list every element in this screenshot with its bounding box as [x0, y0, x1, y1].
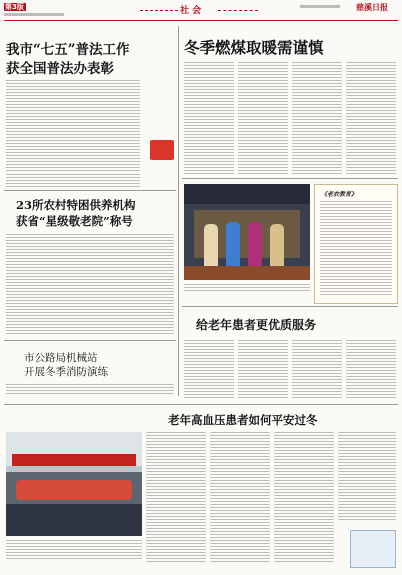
article-5-title: 给老年患者更优质服务 [196, 318, 317, 332]
header-contact [300, 5, 340, 8]
group-photo [6, 432, 142, 536]
article-5-col1 [184, 340, 234, 398]
article-5-col3 [292, 340, 342, 398]
header-dateline [4, 13, 64, 16]
article-3-title-line2: 获省“星级敬老院”称号 [16, 214, 133, 228]
header-dash-left [140, 10, 178, 11]
page-label: 第3版 [5, 3, 24, 11]
header-rule [4, 20, 398, 21]
section-title: 社 会 [180, 6, 202, 16]
divider-full [4, 404, 398, 405]
sidebar-box-body [320, 201, 392, 297]
article-2-col1 [184, 62, 234, 174]
article-5-col2 [238, 340, 288, 398]
article-6-col4 [338, 432, 396, 522]
article-3-title-line1: 23所农村特困供养机构 [16, 198, 136, 212]
group-photo-caption [6, 540, 142, 560]
article-6-col3 [274, 432, 334, 562]
article-6-col1 [146, 432, 206, 562]
article-6-title: 老年高血压患者如何平安过冬 [168, 413, 318, 427]
article-2-col4 [346, 62, 396, 174]
article-2-col3 [292, 62, 342, 174]
article-2-col2 [238, 62, 288, 174]
performer-2 [226, 222, 240, 266]
divider-right-2 [182, 306, 398, 307]
sidebar-box-title: 《老农教育》 [321, 191, 358, 198]
performer-1 [204, 224, 218, 266]
article-2-title: 冬季燃煤取暖需谨慎 [184, 38, 324, 57]
article-5-col4 [346, 340, 396, 398]
stage-photo-caption [184, 284, 310, 292]
article-1-title-line1: 我市“七五”普法工作 [6, 42, 130, 58]
divider-left-1 [4, 190, 176, 191]
column-divider [178, 26, 179, 396]
divider-right-top [182, 178, 398, 179]
article-6-col2 [210, 432, 270, 562]
masthead [0, 0, 402, 22]
article-1-body [6, 80, 140, 172]
article-1-title-line2: 获全国普法办表彰 [6, 61, 114, 77]
article-1-body-tail [6, 174, 140, 188]
brand-logo: 慈溪日报 [356, 2, 388, 12]
article-4-title-line2: 开展冬季消防演练 [24, 366, 108, 378]
corner-logo [350, 530, 396, 568]
red-banner [12, 454, 136, 466]
article-4-body [6, 384, 174, 396]
article-4-title-line1: 市公路局机械站 [24, 352, 98, 364]
performer-4 [270, 224, 284, 266]
article-1-badge [150, 140, 174, 160]
article-3-body [6, 234, 174, 334]
performer-3 [248, 222, 262, 266]
sidebar-box [314, 184, 398, 304]
stage-photo [184, 184, 310, 280]
header-dash-right [218, 10, 258, 11]
divider-left-2 [4, 340, 176, 341]
